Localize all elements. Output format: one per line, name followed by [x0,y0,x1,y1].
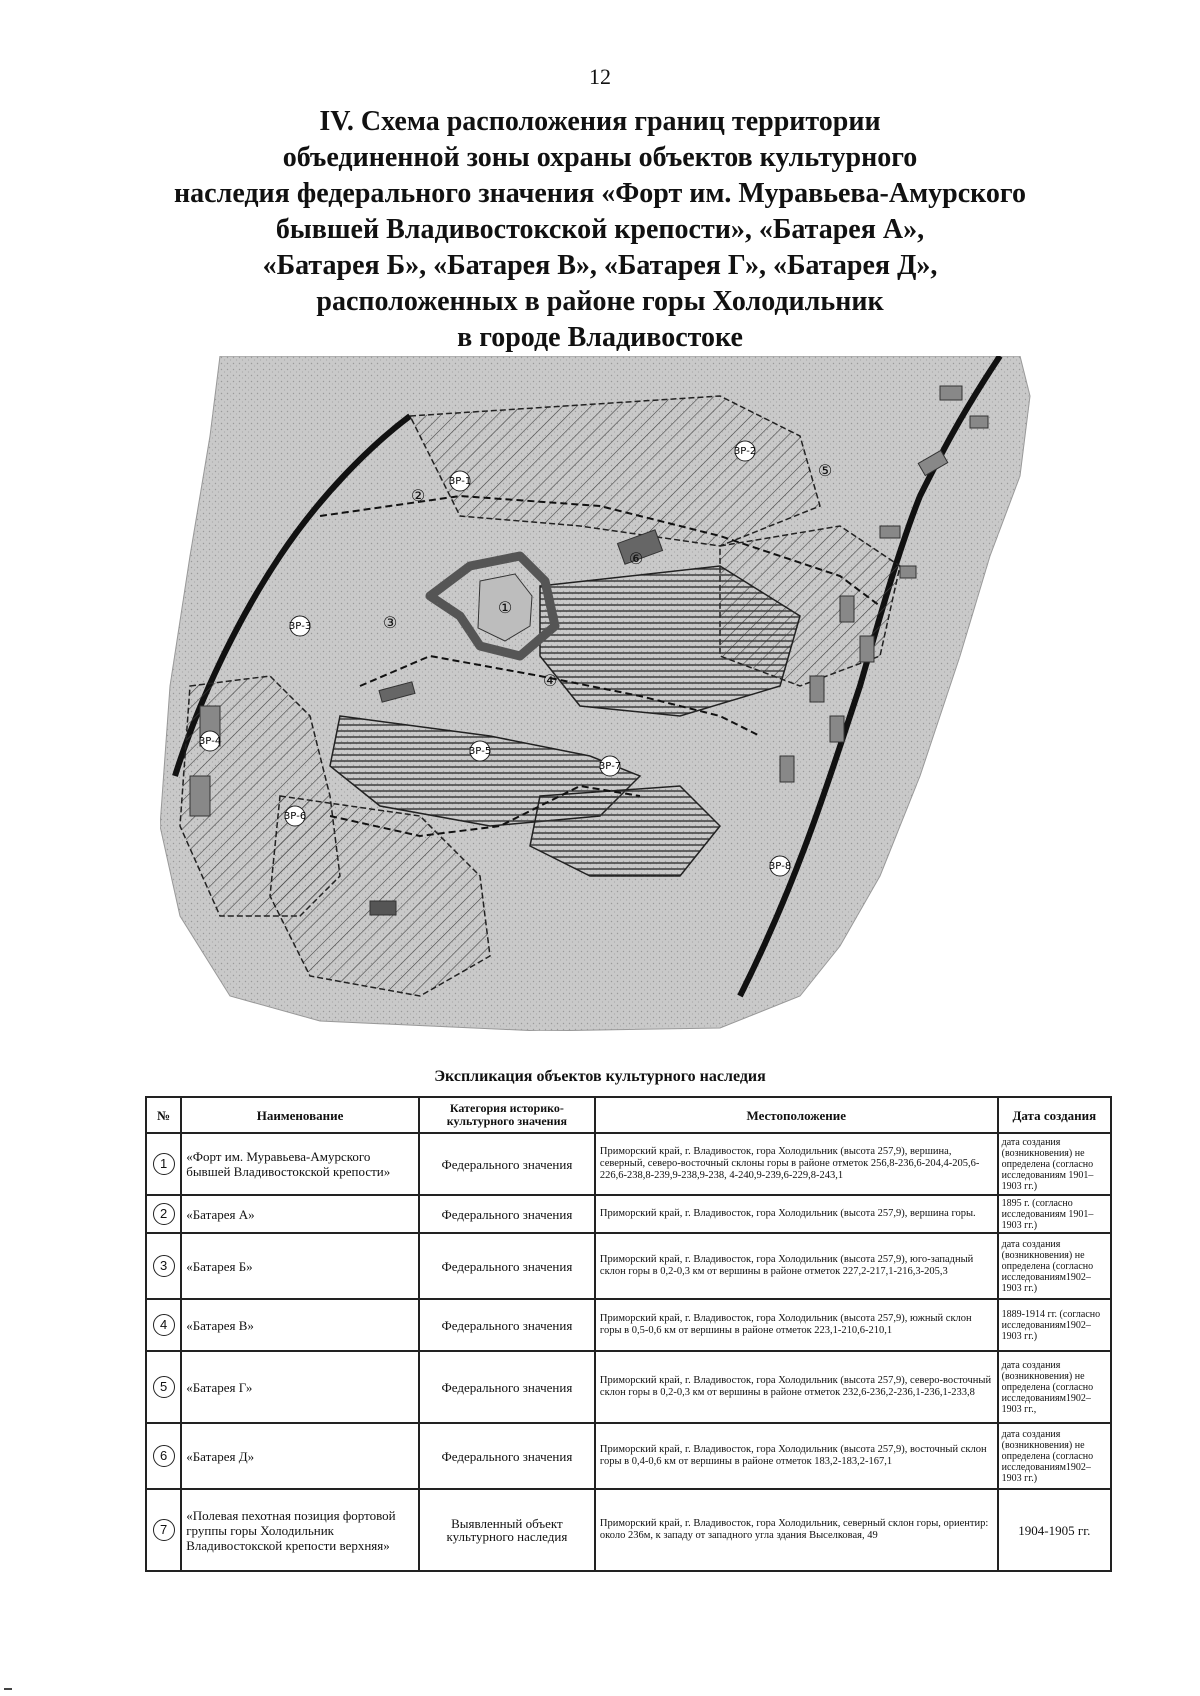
row-date: 1889-1914 гг. (согласно исследованиям1902–1903 гг.) [998,1299,1111,1351]
row-category: Федерального значения [419,1233,595,1299]
row-number: 2 [153,1203,175,1225]
row-number: 5 [153,1376,175,1398]
row-date: дата создания (возникновения) не определена (согласно исследованиям 1901–1903 гг.) [998,1133,1111,1195]
row-number: 6 [153,1445,175,1467]
row-location: Приморский край, г. Владивосток, гора Холодильник (высота 257,9), юго-западный склон горы в 0,2-0,3 км от вершины в районе отметок 227,2-217,1-216,3-205,3 [595,1233,998,1299]
header-location: Местоположение [595,1097,998,1133]
object-marker: ③ [382,613,398,632]
row-location: Приморский край, г. Владивосток, гора Холодильник (высота 257,9), северо-восточный склон горы в 0,2-0,3 км от вершины в районе отметок 232,6-236,2-236,1-236,1-233,8 [595,1351,998,1423]
zone-marker-label: ЗР-7 [598,761,622,772]
zone-marker-label: ЗР-4 [198,736,222,747]
title-line: наследия федерального значения «Форт им. Муравьева-Амурского [174,178,1026,209]
table-row [146,1195,1111,1233]
table-row [146,1423,1111,1489]
table-header-row [146,1097,1111,1133]
title-line: объединенной зоны охраны объектов культурного [282,142,918,173]
row-date: 1904-1905 гг. [998,1489,1111,1571]
row-number: 1 [153,1153,175,1175]
object-marker: ① [497,598,513,617]
title-line: IV. Схема расположения границ территории [319,106,881,137]
object-marker: ② [410,486,426,505]
title-line: расположенных в районе горы Холодильник [316,286,884,317]
table-row [146,1489,1111,1571]
header-date: Дата создания [998,1097,1111,1133]
row-date: дата создания (возникновения) не определена (согласно исследованиям1902–1903 гг.) [998,1423,1111,1489]
row-name: «Батарея Б» [181,1233,419,1299]
explication-title: Экспликация объектов культурного наследия [434,1068,766,1085]
zone-marker-label: ЗР-5 [468,746,492,757]
row-location: Приморский край, г. Владивосток, гора Холодильник (высота 257,9), южный склон горы в 0,5-0,6 км от вершины в районе отметок 223,1-210,6-210,1 [595,1299,998,1351]
row-date: дата создания (возникновения) не определена (согласно исследованиям1902–1903 гг.) [998,1233,1111,1299]
row-date: дата создания (возникновения) не определена (согласно исследованиям1902–1903 гг., [998,1351,1111,1423]
row-name: «Полевая пехотная позиция фортовой группы горы Холодильник Владивостокской крепости верхняя» [181,1489,419,1571]
header-category: Категория историко-культурного значения [419,1097,595,1133]
zone-marker-label: ЗР-2 [733,446,757,457]
title-line: «Батарея Б», «Батарея В», «Батарея Г», «Батарея Д», [262,250,938,281]
zone-marker-label: ЗР-3 [288,621,312,632]
header-name: Наименование [181,1097,419,1133]
row-date: 1895 г. (согласно исследованиям 1901–1903 гг.) [998,1195,1111,1233]
row-category: Федерального значения [419,1423,595,1489]
table-row [146,1133,1111,1195]
title-line: в городе Владивостоке [457,322,743,353]
row-category: Федерального значения [419,1133,595,1195]
zone-map-svg [160,356,1120,1031]
explication-table [145,1096,1112,1572]
row-location: Приморский край, г. Владивосток, гора Холодильник, северный склон горы, ориентир: около 236м, к западу от западного угла здания Выселковая, 49 [595,1489,998,1571]
scan-mark [4,1688,12,1690]
row-number: 3 [153,1255,175,1277]
row-name: «Батарея В» [181,1299,419,1351]
table-row [146,1351,1111,1423]
title-line: бывшей Владивостокской крепости», «Батарея А», [275,214,925,245]
zone-marker-label: ЗР-8 [768,861,792,872]
row-category: Выявленный объект культурного наследия [419,1489,595,1571]
row-location: Приморский край, г. Владивосток, гора Холодильник (высота 257,9), восточный склон горы в 0,4-0,6 км от вершины в районе отметок 183,2-183,2-167,1 [595,1423,998,1489]
row-category: Федерального значения [419,1299,595,1351]
zone-map [160,356,1120,1031]
row-category: Федерального значения [419,1195,595,1233]
row-name: «Батарея Д» [181,1423,419,1489]
header-num: № [146,1097,181,1133]
zone-marker-label: ЗР-1 [448,476,472,487]
row-name: «Форт им. Муравьева-Амурского бывшей Владивостокской крепости» [181,1133,419,1195]
row-number: 4 [153,1314,175,1336]
table-row [146,1233,1111,1299]
object-marker: ④ [542,671,558,690]
row-location: Приморский край, г. Владивосток, гора Холодильник (высота 257,9), вершина, северный, северо-восточный склоны горы в районе отметок 256,8-236,6-204,4-205,6-226,6-238,8-239,9-238,9-238, 4-240,9-239,6-229,8-243,1 [595,1133,998,1195]
row-category: Федерального значения [419,1351,595,1423]
page-number: 12 [589,64,611,89]
table-row [146,1299,1111,1351]
row-name: «Батарея А» [181,1195,419,1233]
zone-marker-label: ЗР-6 [283,811,307,822]
object-marker: ⑥ [628,549,644,568]
object-marker: ⑤ [817,461,833,480]
page-title [100,104,1100,356]
row-number: 7 [153,1519,175,1541]
row-location: Приморский край, г. Владивосток, гора Холодильник (высота 257,9), вершина горы. [595,1195,998,1233]
row-name: «Батарея Г» [181,1351,419,1423]
